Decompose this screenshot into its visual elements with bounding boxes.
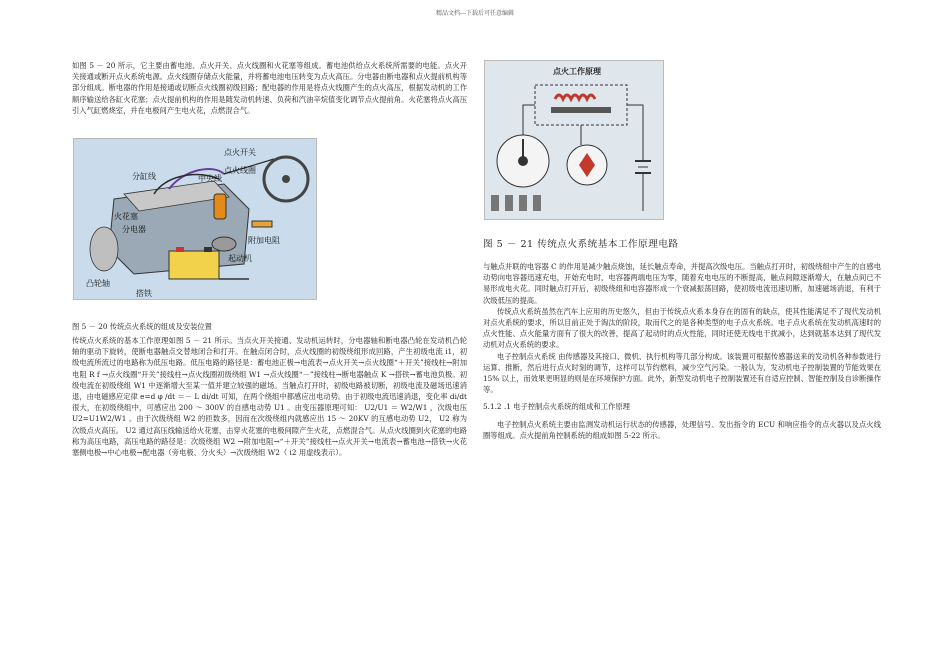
ignition-circuit-figure	[484, 60, 664, 220]
paragraph: 电子控制点火系统 由传感器及其接口、微机、执行机构等几部分构成。该装置可根据传感器送来的发动机各种参数进行运算、推断，然后进行点火时刻的调节，这样可以节约燃料，减少空气污染。一般认为，发动机电子控制装置的节能效果在 15% 以上，而效果更明显的则是在环境保护方面。此外，新型发动机电子控制装置还有自适应控制、智能控制及自诊断操作等。	[483, 351, 881, 395]
label-central-wire: 中央线	[198, 174, 222, 183]
label-ignition-switch: 点火开关	[224, 148, 256, 157]
label-starter: 起动机	[228, 254, 252, 263]
paragraph: 传统点火系统的基本工作原理如图 5 － 21 所示。当点火开关接通、发动机运转时，分电器轴和断电器凸轮在发动机凸轮轴的驱动下旋转，使断电器触点交替地闭合和打开。在触点闭合时，点火线圈的初级绕组形成回路，产生初级电流 i1，初级电流所流过的电路称为低压电路。低压电路的路径是：蓄电池正极→电流表→点火开关→点火线圈“＋开关”接线柱→附加电阻 R f →点火线圈“开关”接线柱→点火线圈初级绕组 W1 →点火线圈“－”接线柱→断电器触点 K →搭铁→蓄电池负极。初级电流在初级绕组 W1 中逐渐增大至某一值并建立较强的磁场。当触点打开时，初级电路被切断，初级电流及磁场迅速消退，由电磁感应定律 e=d φ /dt ＝－ L di/dt 可知，在两个绕组中都感应出电动势。由于初级电流迅速消退，变化率 di/dt 很大，在初级绕组中，可感应出 200 ～ 300V 的自感电动势 U1 。由变压器原理可知： U2/U1 ＝ W2/W1 ，次级电压 U2=U1W2/W1 。由于次级绕组 W2 的匝数多，因而在次级绕组内就感应出 15 ～ 20KV 的互感电动势 U2， U2 称为次级点火高压。 U2 通过高压线输送给火花塞，击穿火花塞的电极间隙产生火花，点燃混合气。从点火线圈到火花塞的电路称为高压电路，高压电路的路径是：次级绕组 W2 →附加电阻→“＋开关”接线柱→点火开关→电流表→蓄电池→搭铁→火花塞侧电极→中心电极→配电器（旁电极、分火头）→次级绕组 W2（ i2 用虚线表示）。	[72, 336, 467, 458]
paragraph: 如图 5 － 20 所示，它主要由蓄电池、点火开关、点火线圈和火花塞等组成。蓄电池供给点火系统所需要的电能。点火开关接通或断开点火系统电源。点火线圈存储点火能量，并将蓄电池电压转变为点火高压。分电器由断电器和点火提前机构等部分组成。断电器的作用是接通或切断点火线圈初级回路；配电器的作用是将点火线圈产生的点火高压，根据发动机的工作顺序输送给各缸火花塞；点火提前机构的作用是随发动机转速、负荷和汽油辛烷值变化调节点火提前角。火花塞将点火高压引入气缸燃烧室，并在电极间产生电火花，点燃混合气。	[72, 61, 467, 115]
engine-illustration	[74, 139, 316, 299]
label-spark-plug: 火花塞	[114, 212, 138, 221]
label-cylinder-wire: 分缸线	[132, 172, 156, 181]
right-column	[483, 261, 881, 441]
figure-caption: 图 5 － 20 传统点火系统的组成及安装位置	[72, 322, 212, 331]
paragraph: 传统点火系统虽然在汽车上应用的历史悠久，但由于传统点火系本身存在的固有的缺点，使其性能满足不了现代发动机对点火系统的要求，所以目前正处于淘汰的阶段，取而代之的是各种类型的电子点火系统。电子点火系统在发动机高速时的点火性能、点火能量方面有了很大的改善，提高了起动时的点火性能，同时还使无线电干扰减小，达到就基本达到了现代发动机对点火系统的要求。	[483, 306, 881, 350]
figure-caption-21: 图 5 － 21 传统点火系统基本工作原理电路	[483, 239, 679, 250]
label-camshaft: 凸轮轴	[86, 279, 110, 288]
label-ignition-coil: 点火线圈	[224, 166, 256, 175]
paragraph: 与触点并联的电容器 C 的作用是减少触点烧蚀，延长触点寿命，并提高次级电压。当触点打开时，初级绕组中产生的自感电动势向电容器迅速充电，开始充电时，电容器两端电压为零，随着充电电压的不断提高，触点间隙逐渐增大，在触点间已不易形成电火花。同时触点打开后，初级绕组和电容器形成一个衰减振荡回路，使初级电流迅速切断，加速磁场消退，有利于次级低压的提高。	[483, 262, 881, 305]
circuit-diagram	[485, 61, 663, 219]
label-distributor: 分电器	[122, 225, 146, 234]
paragraph: 电子控制点火系统主要由监测发动机运行状态的传感器，处理信号、发出指令的 ECU 和响应指令的点火器以及点火线圈等组成。点火提前角控制系统的组成如图 5-22 所示。	[483, 419, 881, 440]
circuit-title: 点火工作原理	[553, 67, 601, 76]
label-ballast-resistor: 附加电阻	[248, 236, 280, 245]
section-heading: 5.1.2 .1 电子控制点火系统的组成和工作原理	[483, 402, 630, 412]
page-header: 精品文档---下载后可任意编辑	[435, 10, 515, 17]
engine-ignition-figure	[73, 138, 317, 300]
left-column-lower	[72, 335, 467, 458]
left-column	[72, 60, 467, 116]
label-ground: 搭铁	[136, 289, 152, 298]
